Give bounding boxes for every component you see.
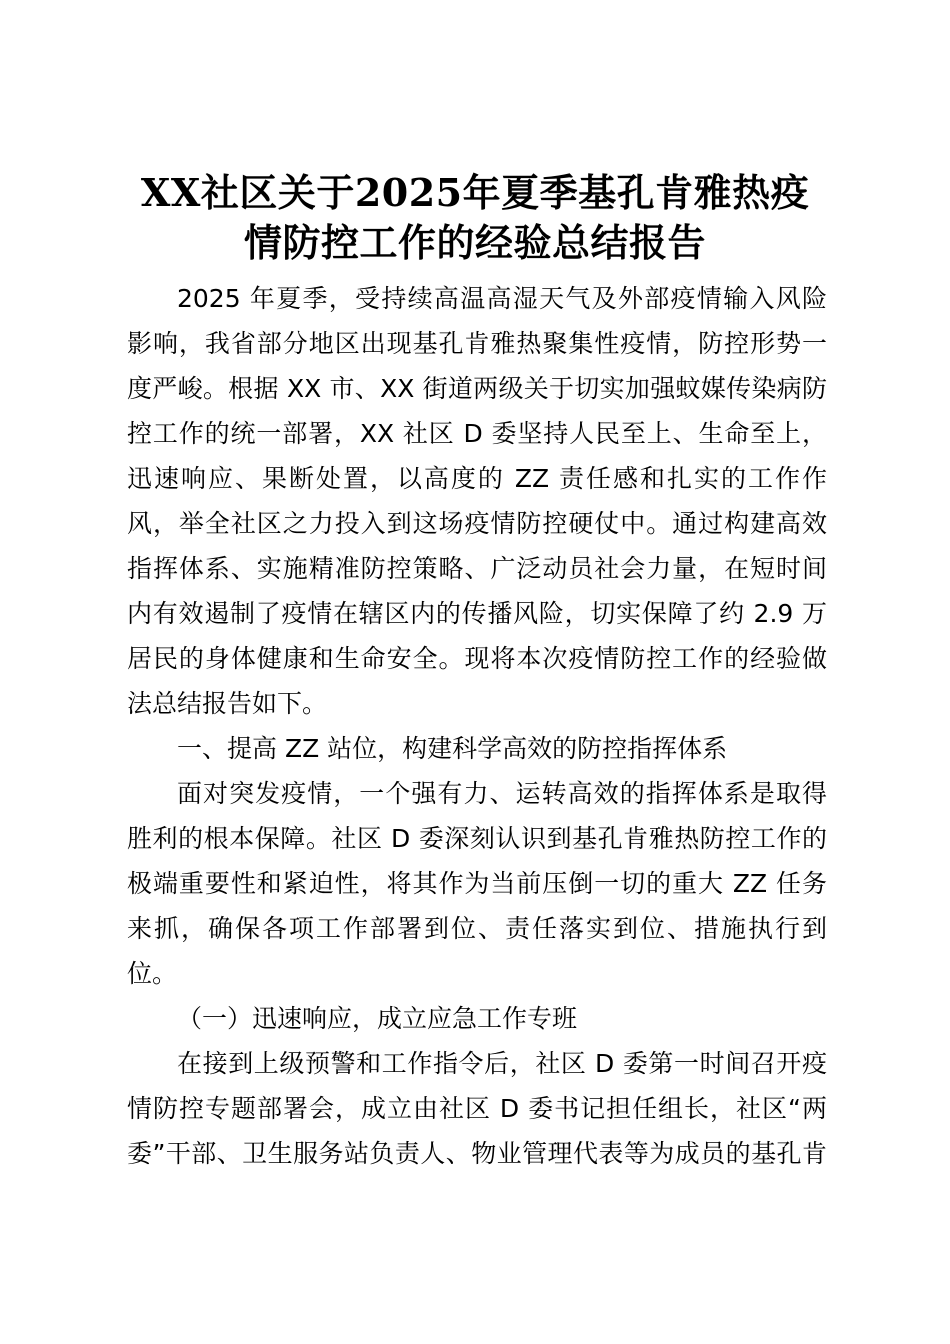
paragraph-line: 胜利的根本保障。社区 D 委深刻认识到基孔肯雅热防控工作的 bbox=[127, 824, 827, 853]
title-line-2: 情防控工作的经验总结报告 bbox=[243, 220, 706, 265]
paragraph-intro bbox=[127, 276, 827, 726]
paragraph-line: 委”干部、卫生服务站负责人、物业管理代表等为成员的基孔肯 bbox=[127, 1139, 827, 1168]
section-heading-1: 一、提高 ZZ 站位，构建科学高效的防控指挥体系 bbox=[177, 734, 728, 763]
paragraph-line: 位。 bbox=[127, 959, 178, 988]
paragraph-line: 指挥体系、实施精准防控策略、广泛动员社会力量，在短时间 bbox=[127, 554, 827, 583]
paragraph-line: 极端重要性和紧迫性，将其作为当前压倒一切的重大 ZZ 任务 bbox=[127, 869, 827, 898]
paragraph-line: 内有效遏制了疫情在辖区内的传播风险，切实保障了约 2.9 万 bbox=[127, 599, 827, 628]
paragraph-line: 迅速响应、果断处置，以高度的 ZZ 责任感和扎实的工作作 bbox=[127, 464, 827, 493]
document-body bbox=[127, 276, 827, 1176]
document-title bbox=[110, 168, 840, 268]
paragraph-line: 在接到上级预警和工作指令后，社区 D 委第一时间召开疫 bbox=[177, 1049, 827, 1078]
paragraph-line: 度严峻。根据 XX 市、XX 街道两级关于切实加强蚊媒传染病防 bbox=[127, 374, 827, 403]
paragraph-command-system bbox=[127, 771, 827, 996]
paragraph-line: 法总结报告如下。 bbox=[127, 689, 328, 718]
paragraph-line: 控工作的统一部署，XX 社区 D 委坚持人民至上、生命至上， bbox=[127, 419, 827, 448]
paragraph-line: 居民的身体健康和生命安全。现将本次疫情防控工作的经验做 bbox=[127, 644, 827, 673]
paragraph-line: 情防控专题部署会，成立由社区 D 委书记担任组长，社区“两 bbox=[127, 1094, 827, 1123]
paragraph-line: 影响，我省部分地区出现基孔肯雅热聚集性疫情，防控形势一 bbox=[127, 329, 827, 358]
subsection-heading-1: （一）迅速响应，成立应急工作专班 bbox=[177, 1004, 578, 1033]
title-line-1: XX社区关于2025年夏季基孔肯雅热疫 bbox=[140, 170, 810, 215]
paragraph-line: 面对突发疫情，一个强有力、运转高效的指挥体系是取得 bbox=[177, 779, 827, 808]
paragraph-line: 风，举全社区之力投入到这场疫情防控硬仗中。通过构建高效 bbox=[127, 509, 827, 538]
paragraph-line: 2025 年夏季，受持续高温高湿天气及外部疫情输入风险 bbox=[177, 284, 827, 313]
paragraph-line: 来抓，确保各项工作部署到位、责任落实到位、措施执行到 bbox=[127, 914, 827, 943]
paragraph-task-force bbox=[127, 1041, 827, 1176]
